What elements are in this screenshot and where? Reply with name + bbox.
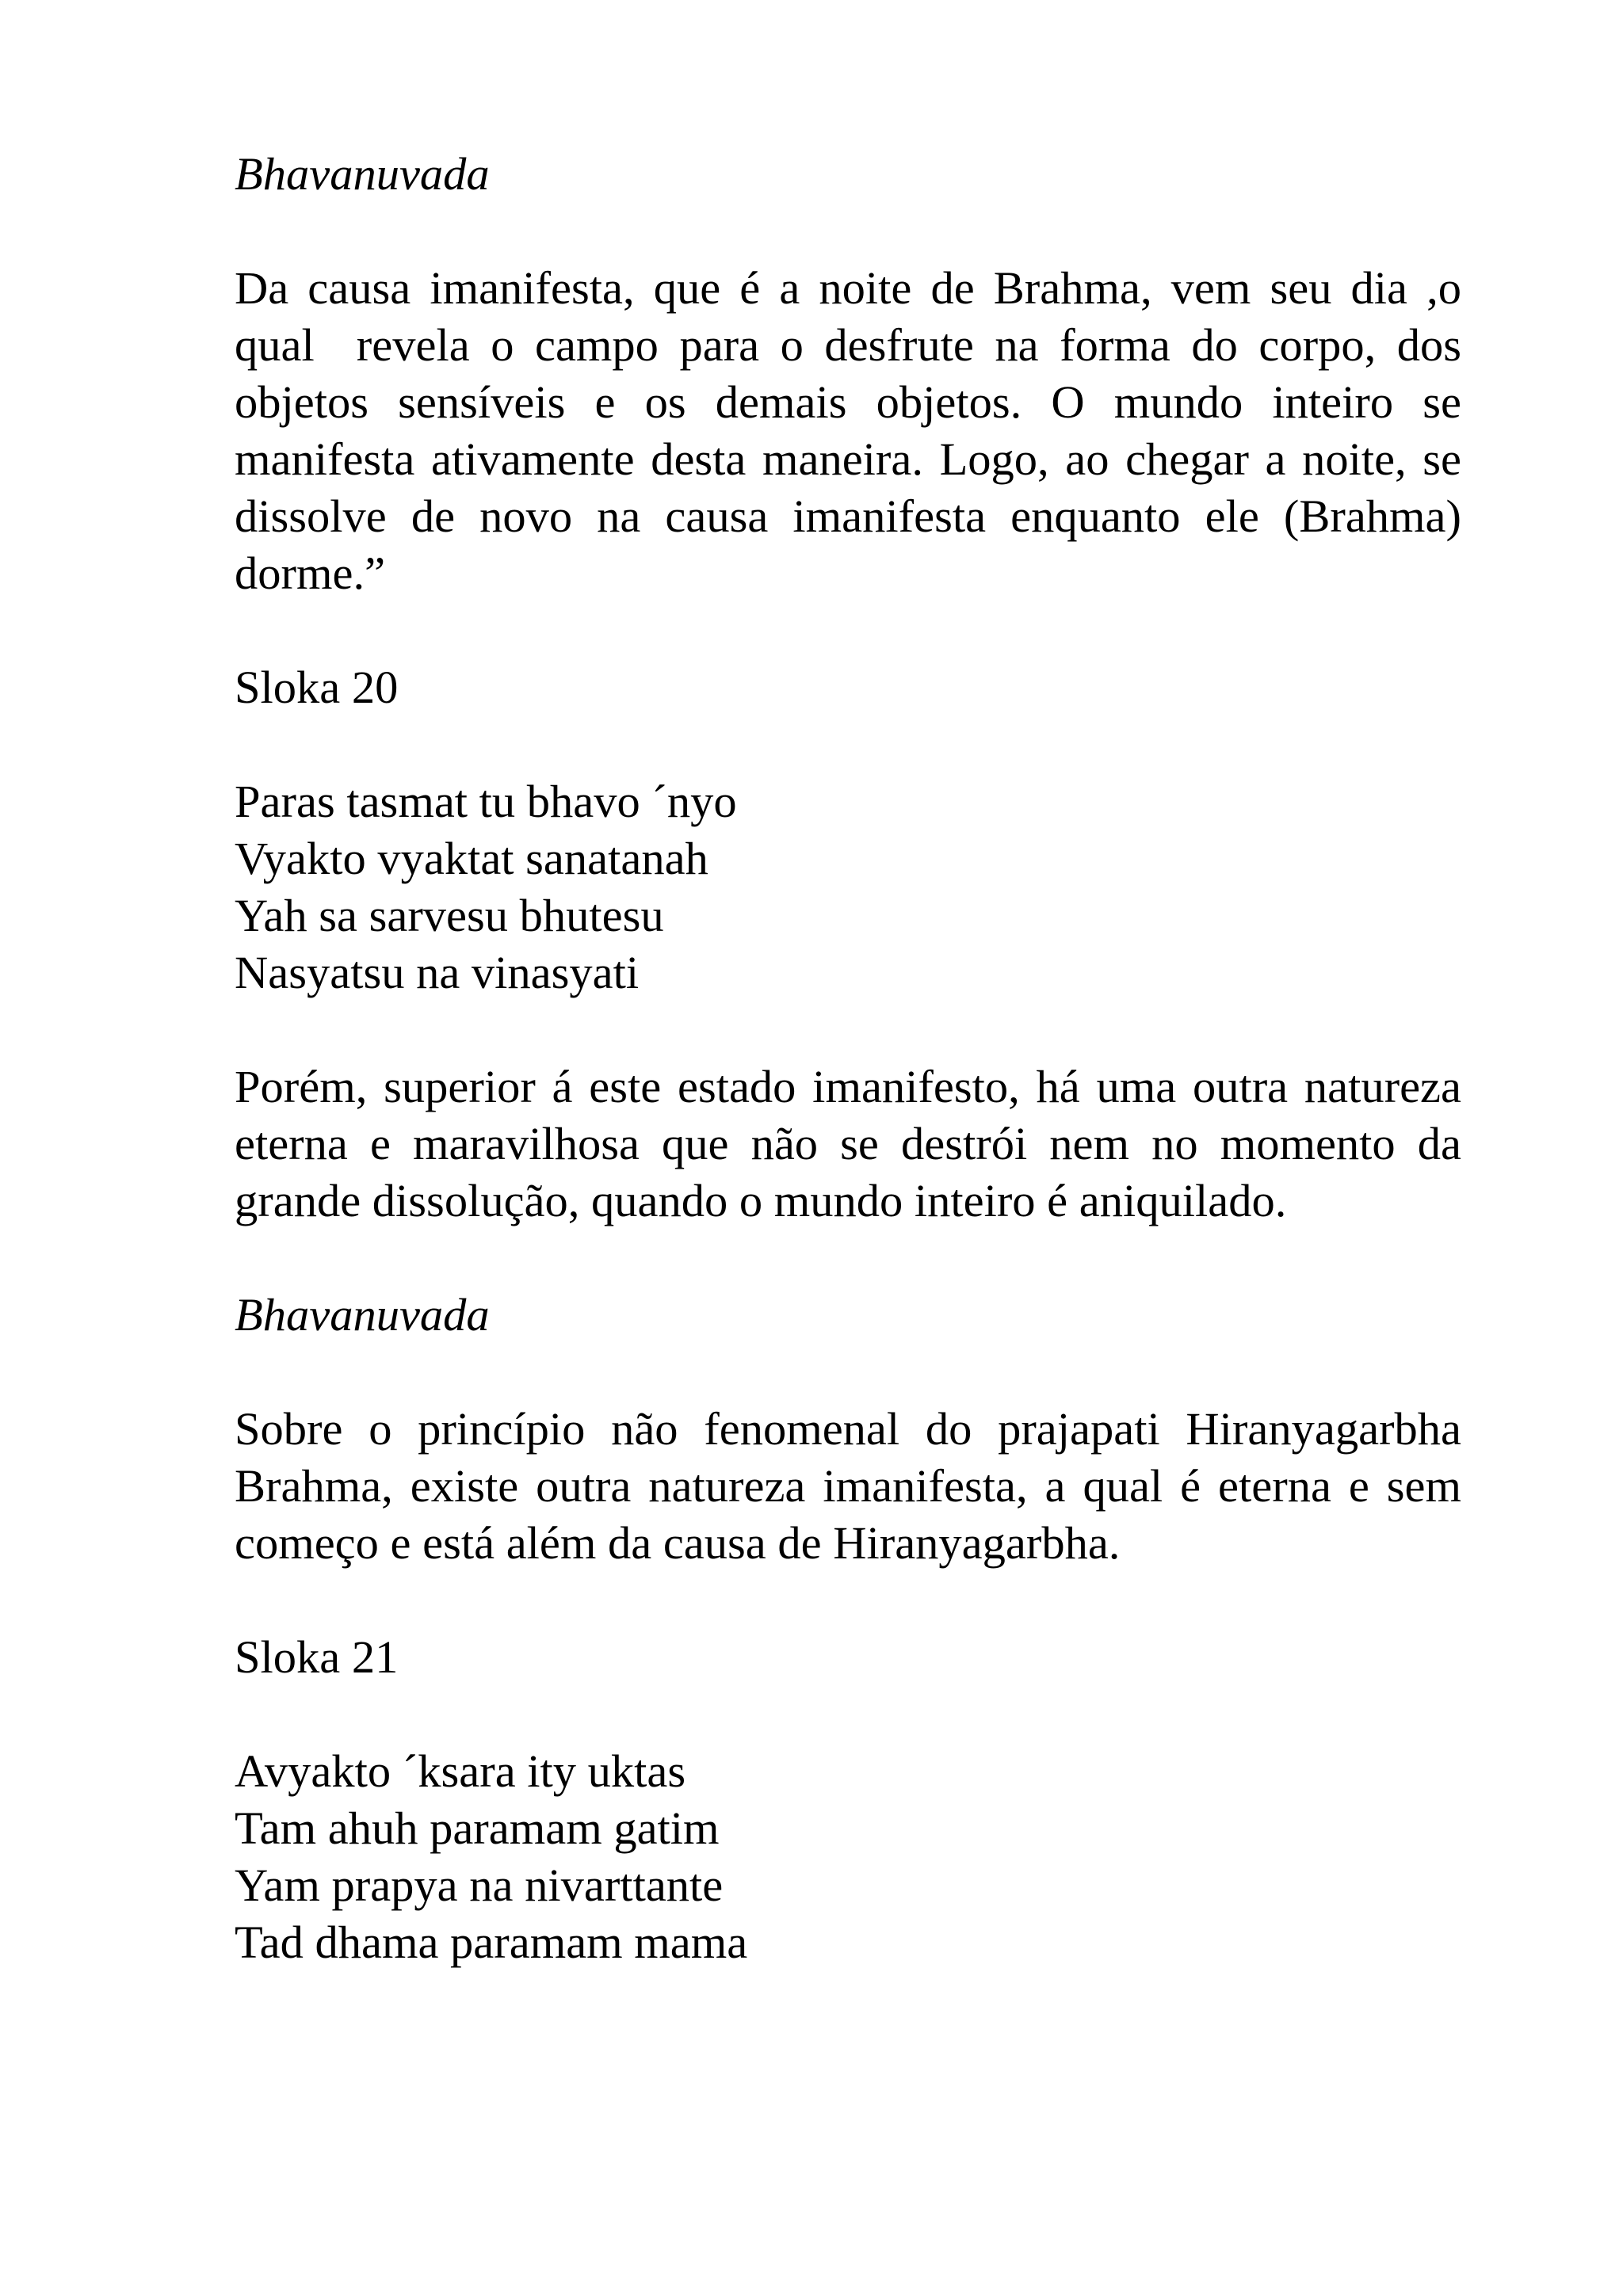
translation-paragraph: Porém, superior á este estado imanifesto, há uma outra natureza eterna e maravilhosa que não se destrói nem no momento da grande dissolução, quando o mundo inteiro é aniquilado. bbox=[235, 1061, 1473, 1226]
section-heading-bhavanuvada: Bhavanuvada bbox=[235, 148, 490, 200]
verse-line: Yam prapya na nivarttante bbox=[235, 1859, 724, 1911]
section-heading-bhavanuvada: Bhavanuvada bbox=[235, 1289, 490, 1341]
commentary-paragraph: Sobre o princípio não fenomenal do prajapati Hiranyagarbha Brahma, existe outra natureza imanifesta, a qual é eterna e sem começo e está além da causa de Hiranyagarbha. bbox=[235, 1403, 1473, 1569]
sanskrit-verse bbox=[235, 1743, 1461, 1971]
commentary-paragraph: Da causa imanifesta, que é a noite de Brahma, vem seu dia ,o qual revela o campo para o desfrute na forma do corpo, dos objetos sensíveis e os demais objetos. O mundo inteiro se manifesta ativamente desta maneira. Logo, ao chegar a noite, se dissolve de novo na causa imanifesta enquanto ele (Brahma) dorme.” bbox=[235, 262, 1473, 599]
verse-line: Tam ahuh paramam gatim bbox=[235, 1802, 720, 1854]
sloka-title: Sloka 20 bbox=[235, 662, 399, 713]
sloka-title: Sloka 21 bbox=[235, 1631, 399, 1683]
verse-line: Paras tasmat tu bhavo ´nyo bbox=[235, 776, 737, 827]
verse-line: Nasyatsu na vinasyati bbox=[235, 947, 640, 998]
sanskrit-verse bbox=[235, 773, 1461, 1001]
verse-line: Avyakto ´ksara ity uktas bbox=[235, 1745, 686, 1797]
verse-line: Vyakto vyaktat sanatanah bbox=[235, 833, 708, 884]
verse-line: Tad dhama paramam mama bbox=[235, 1917, 748, 1968]
document-page bbox=[235, 146, 1473, 1971]
verse-line: Yah sa sarvesu bhutesu bbox=[235, 890, 664, 941]
